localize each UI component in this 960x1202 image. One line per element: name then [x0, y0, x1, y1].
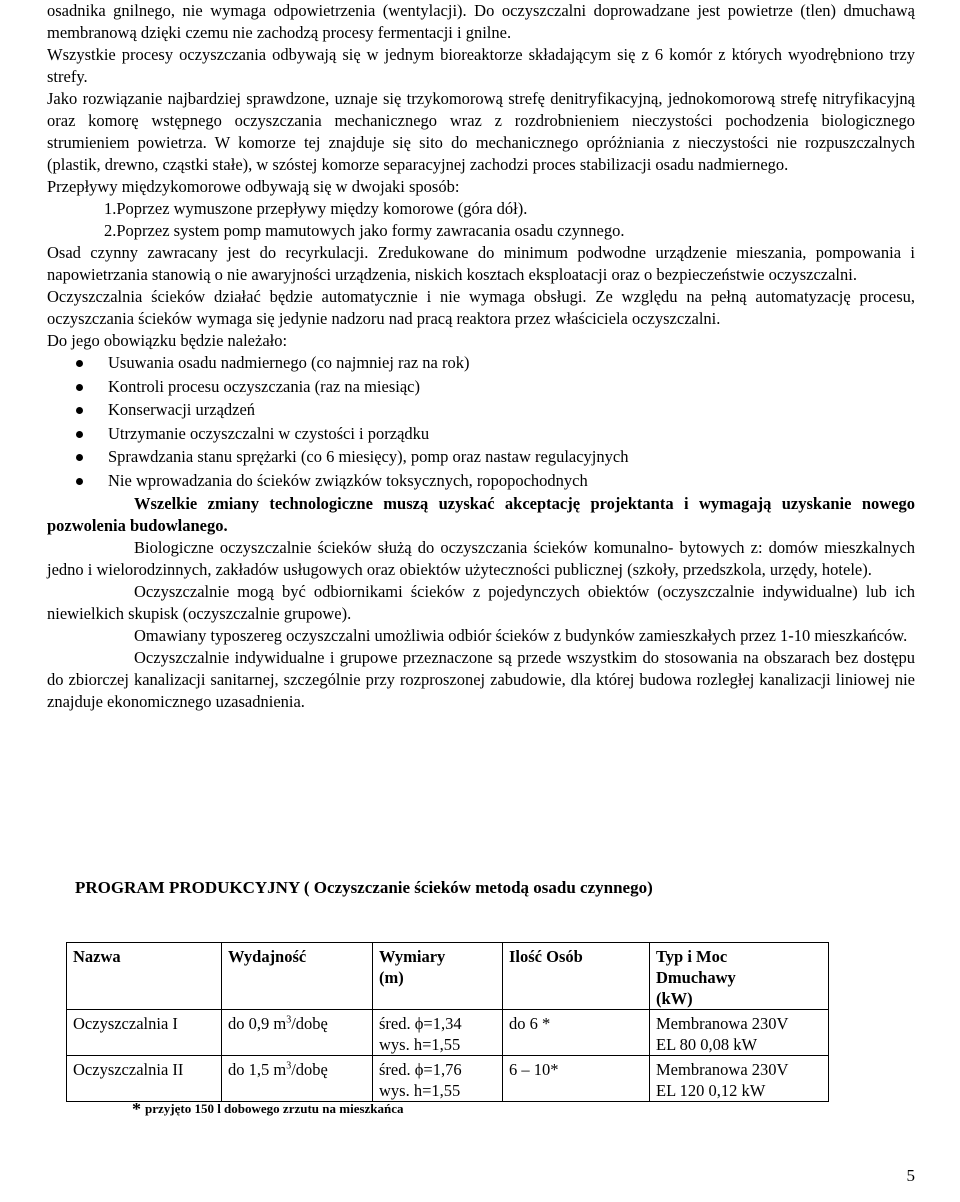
paragraph-8: Biologiczne oczyszczalnie ścieków służą do oczyszczania ścieków komunalno- bytowych z: domów mieszkalnych jedno i wielorodzinnych, zakładów usługowych oraz obiektów użyteczności publicznej (szkoły, przedszkola, urzędy, hotele). — [47, 538, 915, 579]
paragraph-9: Oczyszczalnie mogą być odbiornikami ścieków z pojedynczych obiektów (oczyszczalnie indywidualne) lub ich niewielkich skupisk (oczyszczalnie grupowe). — [47, 582, 915, 623]
footnote-text: przyjęto 150 l dobowego zrzutu na mieszkańca — [145, 1101, 404, 1116]
cell-wymiary: śred. ϕ=1,34 wys. h=1,55 — [373, 1010, 503, 1056]
document-body — [47, 0, 915, 713]
table-header-row — [67, 943, 829, 1010]
header-wymiary: Wymiary (m) — [373, 943, 503, 1010]
paragraph-1: osadnika gnilnego, nie wymaga odpowietrzenia (wentylacji). Do oczyszczalni doprowadzane jest powietrze (tlen) dmuchawą membranową dzięki czemu nie zachodzą procesy fermentacji i gnilne. — [47, 1, 915, 42]
cell-ilosc: 6 – 10* — [503, 1056, 650, 1102]
bullet-icon — [76, 478, 83, 485]
cell-typ: Membranowa 230V EL 120 0,12 kW — [650, 1056, 829, 1102]
bullet-icon — [76, 384, 83, 391]
cell-wydajnosc: do 1,5 $m^3$/dobę — [222, 1056, 373, 1102]
flow-item-2: 2.Poprzez system pomp mamutowych jako formy zawracania osadu czynnego. — [104, 221, 625, 240]
production-table — [66, 942, 829, 1102]
list-item: Nie wprowadzania do ścieków związków toksycznych, ropopochodnych — [47, 470, 915, 492]
bullet-icon — [76, 360, 83, 367]
cell-wymiary: śred. ϕ=1,76 wys. h=1,55 — [373, 1056, 503, 1102]
header-wydajnosc: Wydajność — [222, 943, 373, 1010]
cell-nazwa: Oczyszczalnia II — [67, 1056, 222, 1102]
bold-notice: Wszelkie zmiany technologiczne muszą uzyskać akceptację projektanta i wymagają uzyskanie nowego pozwolenia budowlanego. — [47, 494, 915, 535]
page-number: 5 — [906, 1166, 915, 1185]
paragraph-11: Oczyszczalnie indywidualne i grupowe przeznaczone są przede wszystkim do stosowania na obszarach bez dostępu do zbiorczej kanalizacji sanitarnej, szczególnie przy rozproszonej zabudowie, dla której budowa rozległej kanalizacji liniowej nie znajduje ekonomicznego uzasadnienia. — [47, 648, 915, 711]
cell-ilosc: do 6 * — [503, 1010, 650, 1056]
list-item: Kontroli procesu oczyszczania (raz na miesiąc) — [47, 376, 915, 398]
cell-nazwa: Oczyszczalnia I — [67, 1010, 222, 1056]
cell-typ: Membranowa 230V EL 80 0,08 kW — [650, 1010, 829, 1056]
header-nazwa: Nazwa — [67, 943, 222, 1010]
bullet-icon — [76, 454, 83, 461]
paragraph-3: Jako rozwiązanie najbardziej sprawdzone, uznaje się trzykomorową strefę denitryfikacyjną, jednokomorową strefę nitryfikacyjną oraz komorę wstępnego oczyszczania mechanicznego wraz z rozdrobnieniem nieczystości pochodzenia biologicznego strumieniem powietrza. W komorze tej znajduje się sito do mechanicznego opróżniania z nieczystości nie rozpuszczalnych (plastik, drewno, cząstki stałe), w szóstej komorze separacyjnej zachodzi proces stabilizacji osadu nadmiernego. — [47, 89, 915, 174]
flow-item-1: 1.Poprzez wymuszone przepływy między komorowe (góra dół). — [104, 199, 528, 218]
list-item: Sprawdzania stanu sprężarki (co 6 miesięcy), pomp oraz nastaw regulacyjnych — [47, 446, 915, 468]
cell-wydajnosc: do 0,9 $m^3$/dobę — [222, 1010, 373, 1056]
list-item: Konserwacji urządzeń — [47, 399, 915, 421]
list-item: Utrzymanie oczyszczalni w czystości i porządku — [47, 423, 915, 445]
paragraph-5: Osad czynny zawracany jest do recyrkulacji. Zredukowane do minimum podwodne urządzenie mieszania, pompowania i napowietrzania stanowią o nie awaryjności urządzenia, niskich kosztach eksploatacji oraz o bezpieczeństwie oczyszczalni. — [47, 243, 915, 284]
table-row — [67, 1056, 829, 1102]
list-item: Usuwania osadu nadmiernego (co najmniej raz na rok) — [47, 352, 915, 374]
paragraph-2: Wszystkie procesy oczyszczania odbywają się w jednym bioreaktorze składającym się z 6 komór z których wyodrębniono trzy strefy. — [47, 45, 915, 86]
table-footnote — [132, 1098, 404, 1120]
bullet-icon — [76, 431, 83, 438]
paragraph-10: Omawiany typoszereg oczyszczalni umożliwia odbiór ścieków z budynków zamieszkałych przez 1-10 mieszkańców. — [134, 626, 908, 645]
paragraph-7: Do jego obowiązku będzie należało: — [47, 331, 288, 350]
duties-list — [47, 352, 915, 492]
header-ilosc: Ilość Osób — [503, 943, 650, 1010]
table-row — [67, 1010, 829, 1056]
paragraph-4: Przepływy międzykomorowe odbywają się w dwojaki sposób: — [47, 177, 460, 196]
paragraph-6: Oczyszczalnia ścieków działać będzie automatycznie i nie wymaga obsługi. Ze względu na pełną automatyzację procesu, oczyszczania ścieków wymaga się jedynie nadzoru nad pracą reaktora przez właściciela oczyszczalni. — [47, 287, 915, 328]
bullet-icon — [76, 407, 83, 414]
section-title: PROGRAM PRODUKCYJNY ( Oczyszczanie ścieków metodą osadu czynnego) — [75, 878, 653, 897]
header-typ: Typ i Moc Dmuchawy (kW) — [650, 943, 829, 1010]
footnote-star: * — [132, 1099, 141, 1119]
